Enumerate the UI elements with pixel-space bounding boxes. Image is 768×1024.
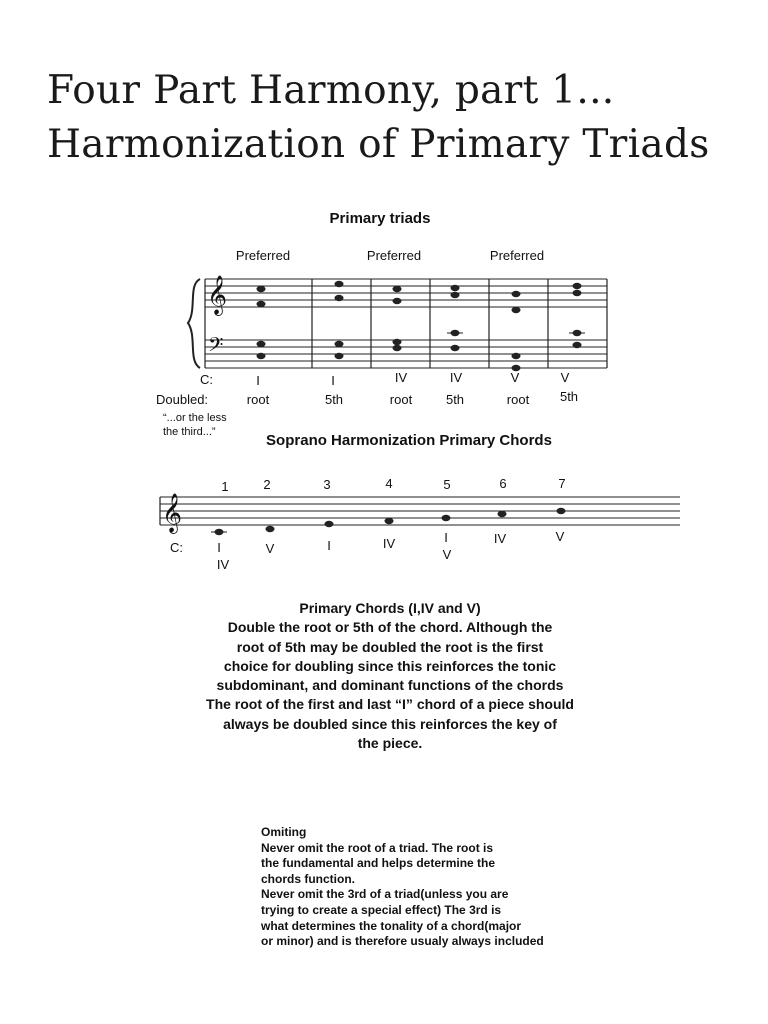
omit-line-8: or minor) and is therefore usualy always included [261, 934, 544, 949]
soprano-number-1: 1 [221, 479, 229, 494]
doubled-label: Doubled: [156, 392, 209, 407]
paragraph-line-8: the piece. [357, 735, 423, 752]
soprano-chord-5b: V [442, 547, 452, 562]
omit-line-3: the fundamental and helps determine the [261, 856, 496, 871]
soprano-chord-7: V [555, 529, 565, 544]
omit-line-5: Never omit the 3rd of a triad(unless you are [261, 887, 509, 902]
soprano-treble-clef-icon: 𝄞 [162, 493, 183, 533]
omit-line-7: what determines the tonality of a chord(major [261, 918, 522, 933]
soprano-number-6: 6 [499, 476, 507, 491]
title-line-2: Harmonization of Primary Triads [47, 122, 710, 167]
soprano-chord-6: IV [493, 531, 507, 546]
bass-clef-icon: 𝄢 [208, 333, 224, 361]
third-note-line-1: “...or the less [163, 412, 227, 424]
soprano-heading: Soprano Harmonization Primary Chords [266, 432, 552, 449]
paragraph-line-6: The root of the first and last “I” chord of a piece should [206, 696, 574, 713]
soprano-chord-1a: I [217, 540, 221, 555]
chord-label-3: IV [394, 370, 408, 385]
treble-clef-icon: 𝄞 [207, 275, 228, 315]
doubled-4: 5th [445, 392, 465, 407]
preferred-label-3: Preferred [489, 248, 545, 263]
chord-label-5: V [510, 370, 520, 385]
chord-label-6: V [560, 370, 570, 385]
chord-label-4: IV [449, 370, 463, 385]
chord-label-2: I [331, 373, 335, 388]
barlines [205, 279, 607, 368]
primary-triads-heading: Primary triads [329, 210, 431, 227]
soprano-staff-lines [160, 497, 680, 525]
soprano-number-2: 2 [263, 477, 271, 492]
treble-staff-lines [205, 279, 607, 307]
omit-line-4: chords function. [261, 871, 355, 886]
brace-symbol [188, 279, 200, 368]
doubled-2: 5th [324, 392, 344, 407]
paragraph-line-3: root of 5th may be doubled the root is the first [236, 638, 544, 655]
soprano-number-3: 3 [323, 477, 331, 492]
paragraph-line-4: choice for doubling since this reinforces the tonic [223, 657, 557, 674]
soprano-number-5: 5 [443, 477, 451, 492]
paragraph-line-7: always be doubled since this reinforces the key of [223, 715, 557, 732]
key-label: C: [200, 372, 213, 387]
soprano-number-4: 4 [385, 476, 393, 491]
doubled-5: root [506, 392, 530, 407]
doubled-1: root [246, 392, 270, 407]
title-line-1: Four Part Harmony, part 1... [47, 68, 615, 113]
doubled-3: root [389, 392, 413, 407]
chord-notes-1 [257, 286, 266, 359]
omit-line-1: Omiting [261, 825, 307, 839]
paragraph-line-2: Double the root or 5th of the chord. Although the [227, 619, 553, 636]
third-note-line-2: the third...” [163, 426, 216, 438]
soprano-chord-4: IV [382, 536, 396, 551]
preferred-label-1: Preferred [235, 248, 291, 263]
chord-notes-3 [393, 286, 402, 351]
chord-notes-4 [447, 285, 463, 351]
paragraph-line-5: subdominant, and dominant functions of the chords [216, 677, 564, 694]
soprano-key-label: C: [170, 540, 183, 555]
soprano-number-7: 7 [558, 476, 566, 491]
soprano-notes [211, 508, 566, 535]
preferred-label-2: Preferred [366, 248, 422, 263]
soprano-chord-2: V [265, 541, 275, 556]
soprano-chord-1b: IV [216, 557, 230, 572]
omit-line-6: trying to create a special effect) The 3rd is [261, 902, 502, 917]
chord-label-1: I [256, 373, 260, 388]
primary-chords-paragraph [200, 599, 580, 753]
soprano-chord-5a: I [444, 530, 448, 545]
chord-notes-5 [512, 291, 521, 371]
omit-line-2: Never omit the root of a triad. The root is [261, 840, 494, 855]
omitting-paragraph [261, 825, 544, 950]
doubled-6: 5th [559, 389, 579, 404]
soprano-chord-3: I [327, 538, 331, 553]
paragraph-line-1: Primary Chords (I,IV and V) [299, 600, 481, 616]
